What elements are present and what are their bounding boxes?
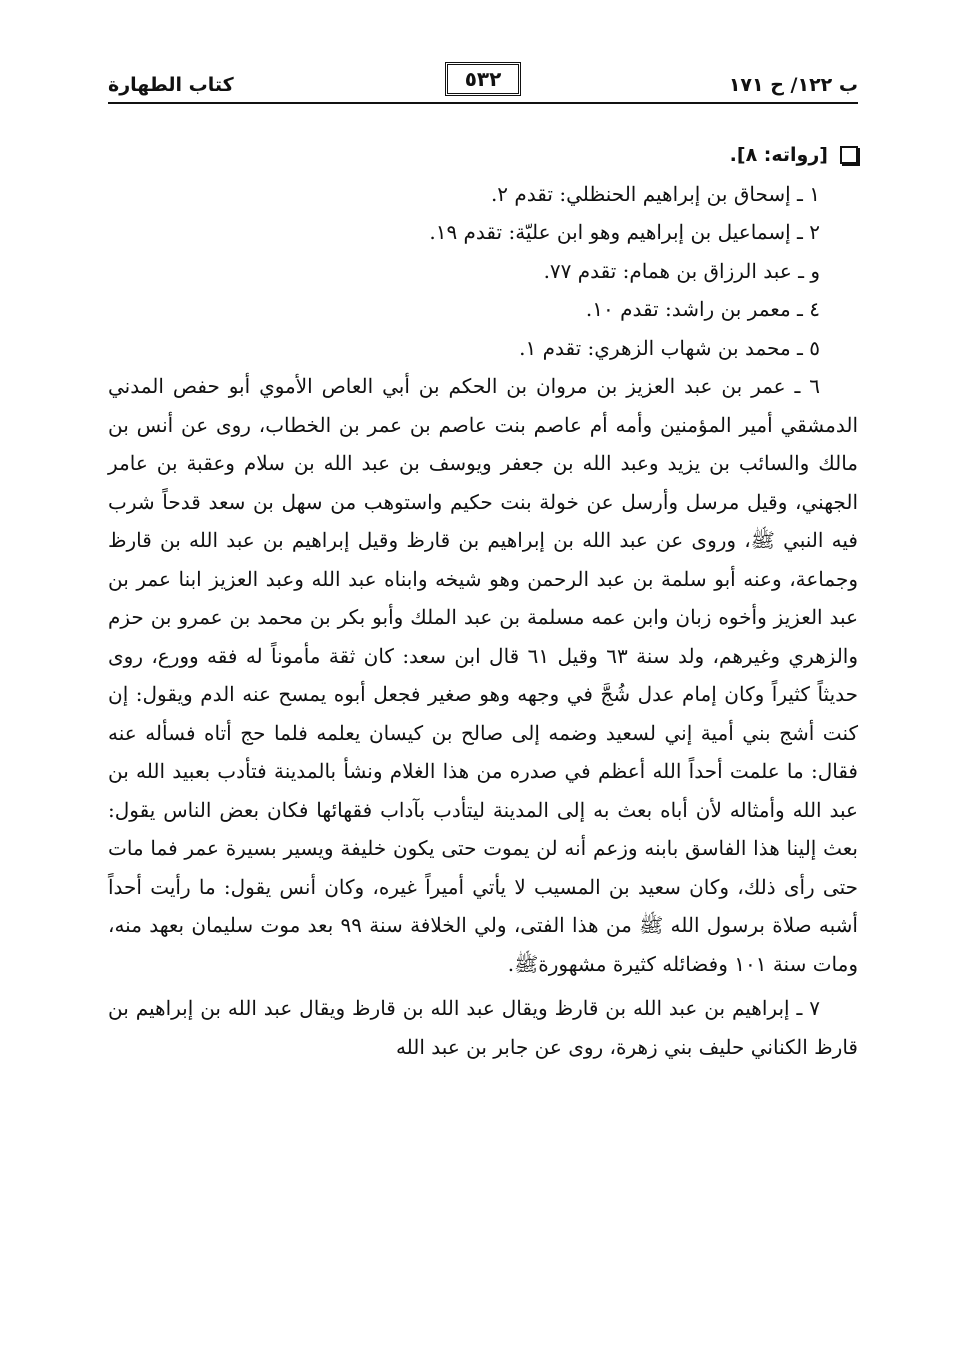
narrator-entry: ١ ـ إسحاق بن إبراهيم الحنظلي: تقدم ٢. [490, 181, 820, 206]
hadith-reference: ب ١٢٢/ ح ١٧١ [728, 74, 858, 96]
narrator-entry: و ـ عبد الرزاق بن همام: تقدم ٧٧. [543, 258, 820, 283]
book-title: كتاب الطهارة [108, 74, 234, 96]
square-bullet-icon [840, 146, 858, 164]
narrator-entry: ٥ ـ محمد بن شهاب الزهري: تقدم ١. [519, 335, 820, 360]
page-header [108, 56, 858, 108]
page-number: ٥٣٢ [445, 62, 521, 96]
section-heading [108, 136, 858, 175]
page-body [108, 136, 858, 1066]
section-heading-text: [رواته: ٨]. [729, 144, 828, 166]
narrator-entry: ٢ ـ إسماعيل بن إبراهيم وهو ابن عليّة: تقدم ١٩. [429, 220, 820, 244]
narrator-biography-7: ٧ ـ إبراهيم بن عبد الله بن قارظ ويقال عبد الله بن قارظ ويقال عبد الله بن إبراهيم بن قارظ الكناني حليف بني زهرة، روى عن جابر بن عبد الله [108, 996, 858, 1059]
narrator-biography-6: ٦ ـ عمر بن عبد العزيز بن مروان بن الحكم بن أبي العاص الأموي أبو حفص المدني الدمشقي أمير المؤمنين وأمه أم عاصم بنت عاصم بن عمر بن الخطاب، روى عن أنس بن مالك والسائب بن يزيد وعبد الله بن جعفر ويوسف بن عبد الله بن سلام وعقبة بن عامر الجهني، وقيل مرسل وأرسل عن خولة بنت حكيم واستوهب من سهل بن سعد قدحاً شرب فيه النبي ﷺ، وروى عن عبد الله بن إبراهيم بن قارظ وقيل إبراهيم بن عبد الله بن قارظ وجماعة، وعنه أبو سلمة بن عبد الرحمن وهو شيخه وابناه عبد الله وعبد العزيز ابنا عمر بن عبد العزيز وأخوه زبان وابن عمه مسلمة بن عبد الملك وأبو بكر بن محمد بن عمرو بن حزم والزهري وغيرهم، ولد سنة ٦٣ وقيل ٦١ قال ابن سعد: كان ثقة مأموناً له فقه وورع، روى حديثاً كثيراً وكان إمام عدل شُجَّ في وجهه وهو صغير فجعل أبوه يمسح عنه الدم ويقول: إن كنت أشج بني أمية إني لسعيد وضمه إلى صالح بن كيسان يعلمه فلما حج أتاه فسأله عنه فقال: ما علمت أحداً الله أعظم في صدره من هذا الغلام ونشأ بالمدينة فتأدب بعبيد الله بن عبد الله وأمثاله لأن أباه بعث به إلى المدينة ليتأدب بآداب فقهائها فكان بعض الناس يقول: بعث إلينا هذا الفاسق بابنه وزعم أنه لن يموت حتى يكون خليفة ويسير بسيرة عمر فما مات حتى رأى ذلك، وكان سعيد بن المسيب لا يأتي أميراً غيره، وكان أنس يقول: ما رأيت أحداً أشبه صلاة برسول الله ﷺ من هذا الفتى، ولي الخلافة سنة ٩٩ بعد موت سليمان بعهد منه، ومات سنة ١٠١ وفضائله كثيرة مشهورةﷺ. [108, 374, 859, 976]
header-divider [108, 102, 858, 104]
narrator-entry: ٤ ـ معمر بن راشد: تقدم ١٠. [585, 297, 820, 321]
